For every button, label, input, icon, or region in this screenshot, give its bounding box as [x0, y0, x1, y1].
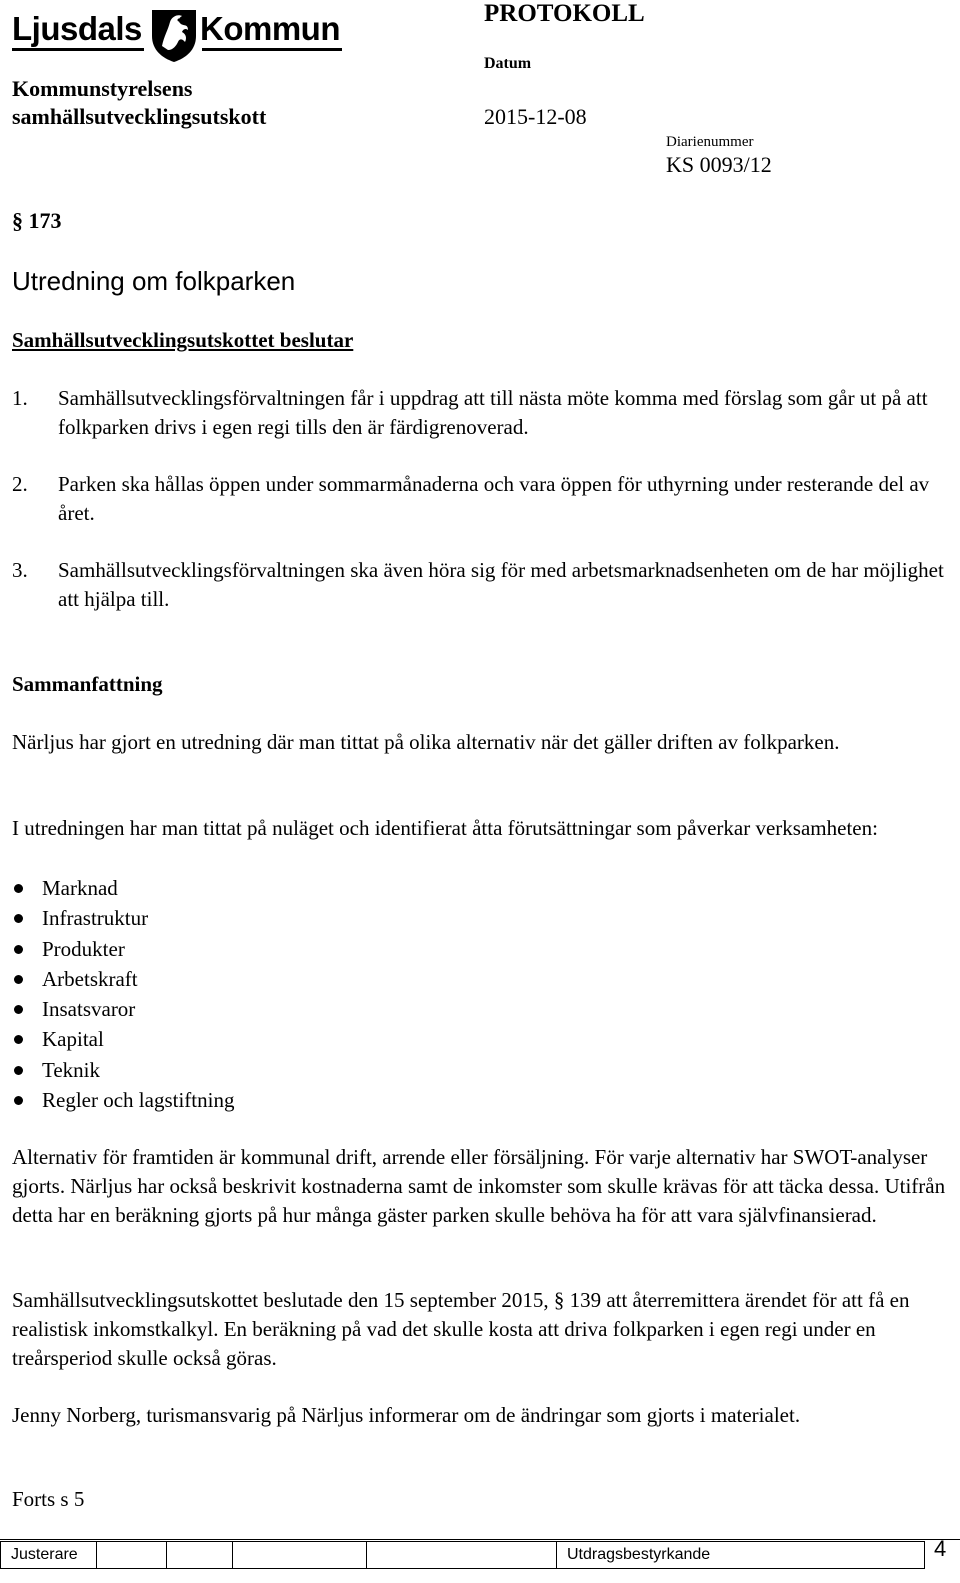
- list-item: [12, 934, 234, 964]
- logo-text-right: Kommun: [200, 10, 340, 47]
- continued-note: Forts s 5: [12, 1487, 85, 1511]
- signature-cell: [96, 1542, 166, 1568]
- paragraph-symbol: §: [12, 208, 23, 233]
- decision-item: [12, 384, 952, 442]
- bullet-icon: [14, 945, 23, 954]
- summary-paragraph: I utredningen har man tittat på nuläget och identifierat åtta förutsättningar som påverkar verksamheten:: [12, 816, 878, 840]
- coat-of-arms-icon: [148, 6, 200, 64]
- page-number: 4: [934, 1536, 947, 1561]
- bullet-icon: [14, 884, 23, 893]
- list-item-label: Marknad: [42, 876, 118, 900]
- list-item-label: Kapital: [42, 1027, 104, 1052]
- summary-heading: Sammanfattning: [12, 672, 163, 696]
- logo-underline-right: [202, 48, 342, 51]
- list-item-label: Regler och lagstiftning: [42, 1088, 235, 1113]
- meeting-date: 2015-12-08: [484, 104, 587, 129]
- utdrag-cell: [556, 1542, 924, 1568]
- summary-paragraph: Närljus har gjort en utredning där man tittat på olika alternativ när det gäller driften av folkparken.: [12, 730, 840, 754]
- signature-table: [0, 1541, 925, 1569]
- utdrag-label: Utdragsbestyrkande: [567, 1546, 711, 1563]
- page-title: Utredning om folkparken: [12, 266, 296, 296]
- list-item-label: Produkter: [42, 936, 125, 961]
- list-item: [12, 903, 234, 933]
- list-item-label: Insatsvaror: [42, 997, 136, 1022]
- bullet-icon: [14, 1096, 23, 1105]
- decision-text: Samhällsutvecklingsförvaltningen ska även höra sig för med arbetsmarknadsenheten om de har möjlighet att hjälpa till.: [58, 558, 944, 611]
- summary-paragraph: Jenny Norberg, turismansvarig på Närljus informerar om de ändringar som gjorts i materialet.: [12, 1403, 801, 1427]
- signature-cell: [232, 1542, 366, 1568]
- bullet-icon: [14, 914, 23, 923]
- logo-text-left: Ljusdals: [12, 10, 142, 47]
- date-label: Datum: [484, 55, 532, 72]
- list-item-label: Teknik: [42, 1057, 101, 1082]
- signature-cell: [166, 1542, 232, 1568]
- decision-item: [12, 556, 952, 614]
- justerare-label: Justerare: [11, 1546, 78, 1563]
- diarienummer-label: Diarienummer: [666, 134, 754, 150]
- paragraph-number: [12, 208, 62, 234]
- list-item: [12, 994, 234, 1024]
- decision-number: 1.: [12, 386, 28, 410]
- bullet-icon: [14, 1035, 23, 1044]
- list-item: [12, 1024, 234, 1054]
- document-type: PROTOKOLL: [484, 0, 645, 27]
- decision-text: Samhällsutvecklingsförvaltningen får i uppdrag att till nästa möte komma med förslag som går ut på att folkparken drivs i egen regi tills den är färdigrenoverad.: [58, 386, 928, 439]
- list-item-label: Arbetskraft: [42, 966, 138, 991]
- organization-line-1: Kommunstyrelsens: [12, 76, 193, 101]
- bullet-icon: [14, 975, 23, 984]
- footer-divider: [0, 1539, 960, 1540]
- decision-number: 3.: [12, 558, 28, 582]
- organization-line-2: samhällsutvecklingsutskott: [12, 104, 267, 129]
- paragraph-number-value: 173: [28, 208, 62, 233]
- diarienummer-value: KS 0093/12: [666, 152, 772, 177]
- signature-cell: [366, 1542, 556, 1568]
- decision-heading: Samhällsutvecklingsutskottet beslutar: [12, 328, 354, 352]
- bullet-icon: [14, 1066, 23, 1075]
- logo-underline-left: [12, 48, 144, 51]
- list-item-label: Infrastruktur: [42, 906, 149, 931]
- prerequisite-list: [12, 873, 234, 1115]
- list-item: [12, 1085, 234, 1115]
- justerare-cell: [0, 1542, 96, 1568]
- decision-item: [12, 470, 952, 528]
- list-item: [12, 873, 234, 903]
- list-item: [12, 964, 234, 994]
- summary-paragraph: Alternativ för framtiden är kommunal drift, arrende eller försäljning. För varje alternativ har SWOT-analyser gjorts. Närljus har också beskrivit kostnaderna samt de inkomster som skulle krävas för att täcka dessa. Utifrån detta har en beräkning gjorts på hur många gäster parken skulle behöva ha för att vara självfinansierad.: [12, 1145, 946, 1227]
- decision-list: [12, 384, 952, 642]
- decision-number: 2.: [12, 472, 28, 496]
- summary-paragraph: Samhällsutvecklingsutskottet beslutade den 15 september 2015, § 139 att återremittera ärendet för att få en realistisk inkomstkalkyl. En beräkning på vad det skulle kosta att driva folkparken i egen regi under en treårsperiod skulle också göras.: [12, 1288, 910, 1370]
- decision-text: Parken ska hållas öppen under sommarmånaderna och vara öppen för uthyrning under resterande del av året.: [58, 472, 930, 525]
- bullet-icon: [14, 1005, 23, 1014]
- list-item: [12, 1055, 234, 1085]
